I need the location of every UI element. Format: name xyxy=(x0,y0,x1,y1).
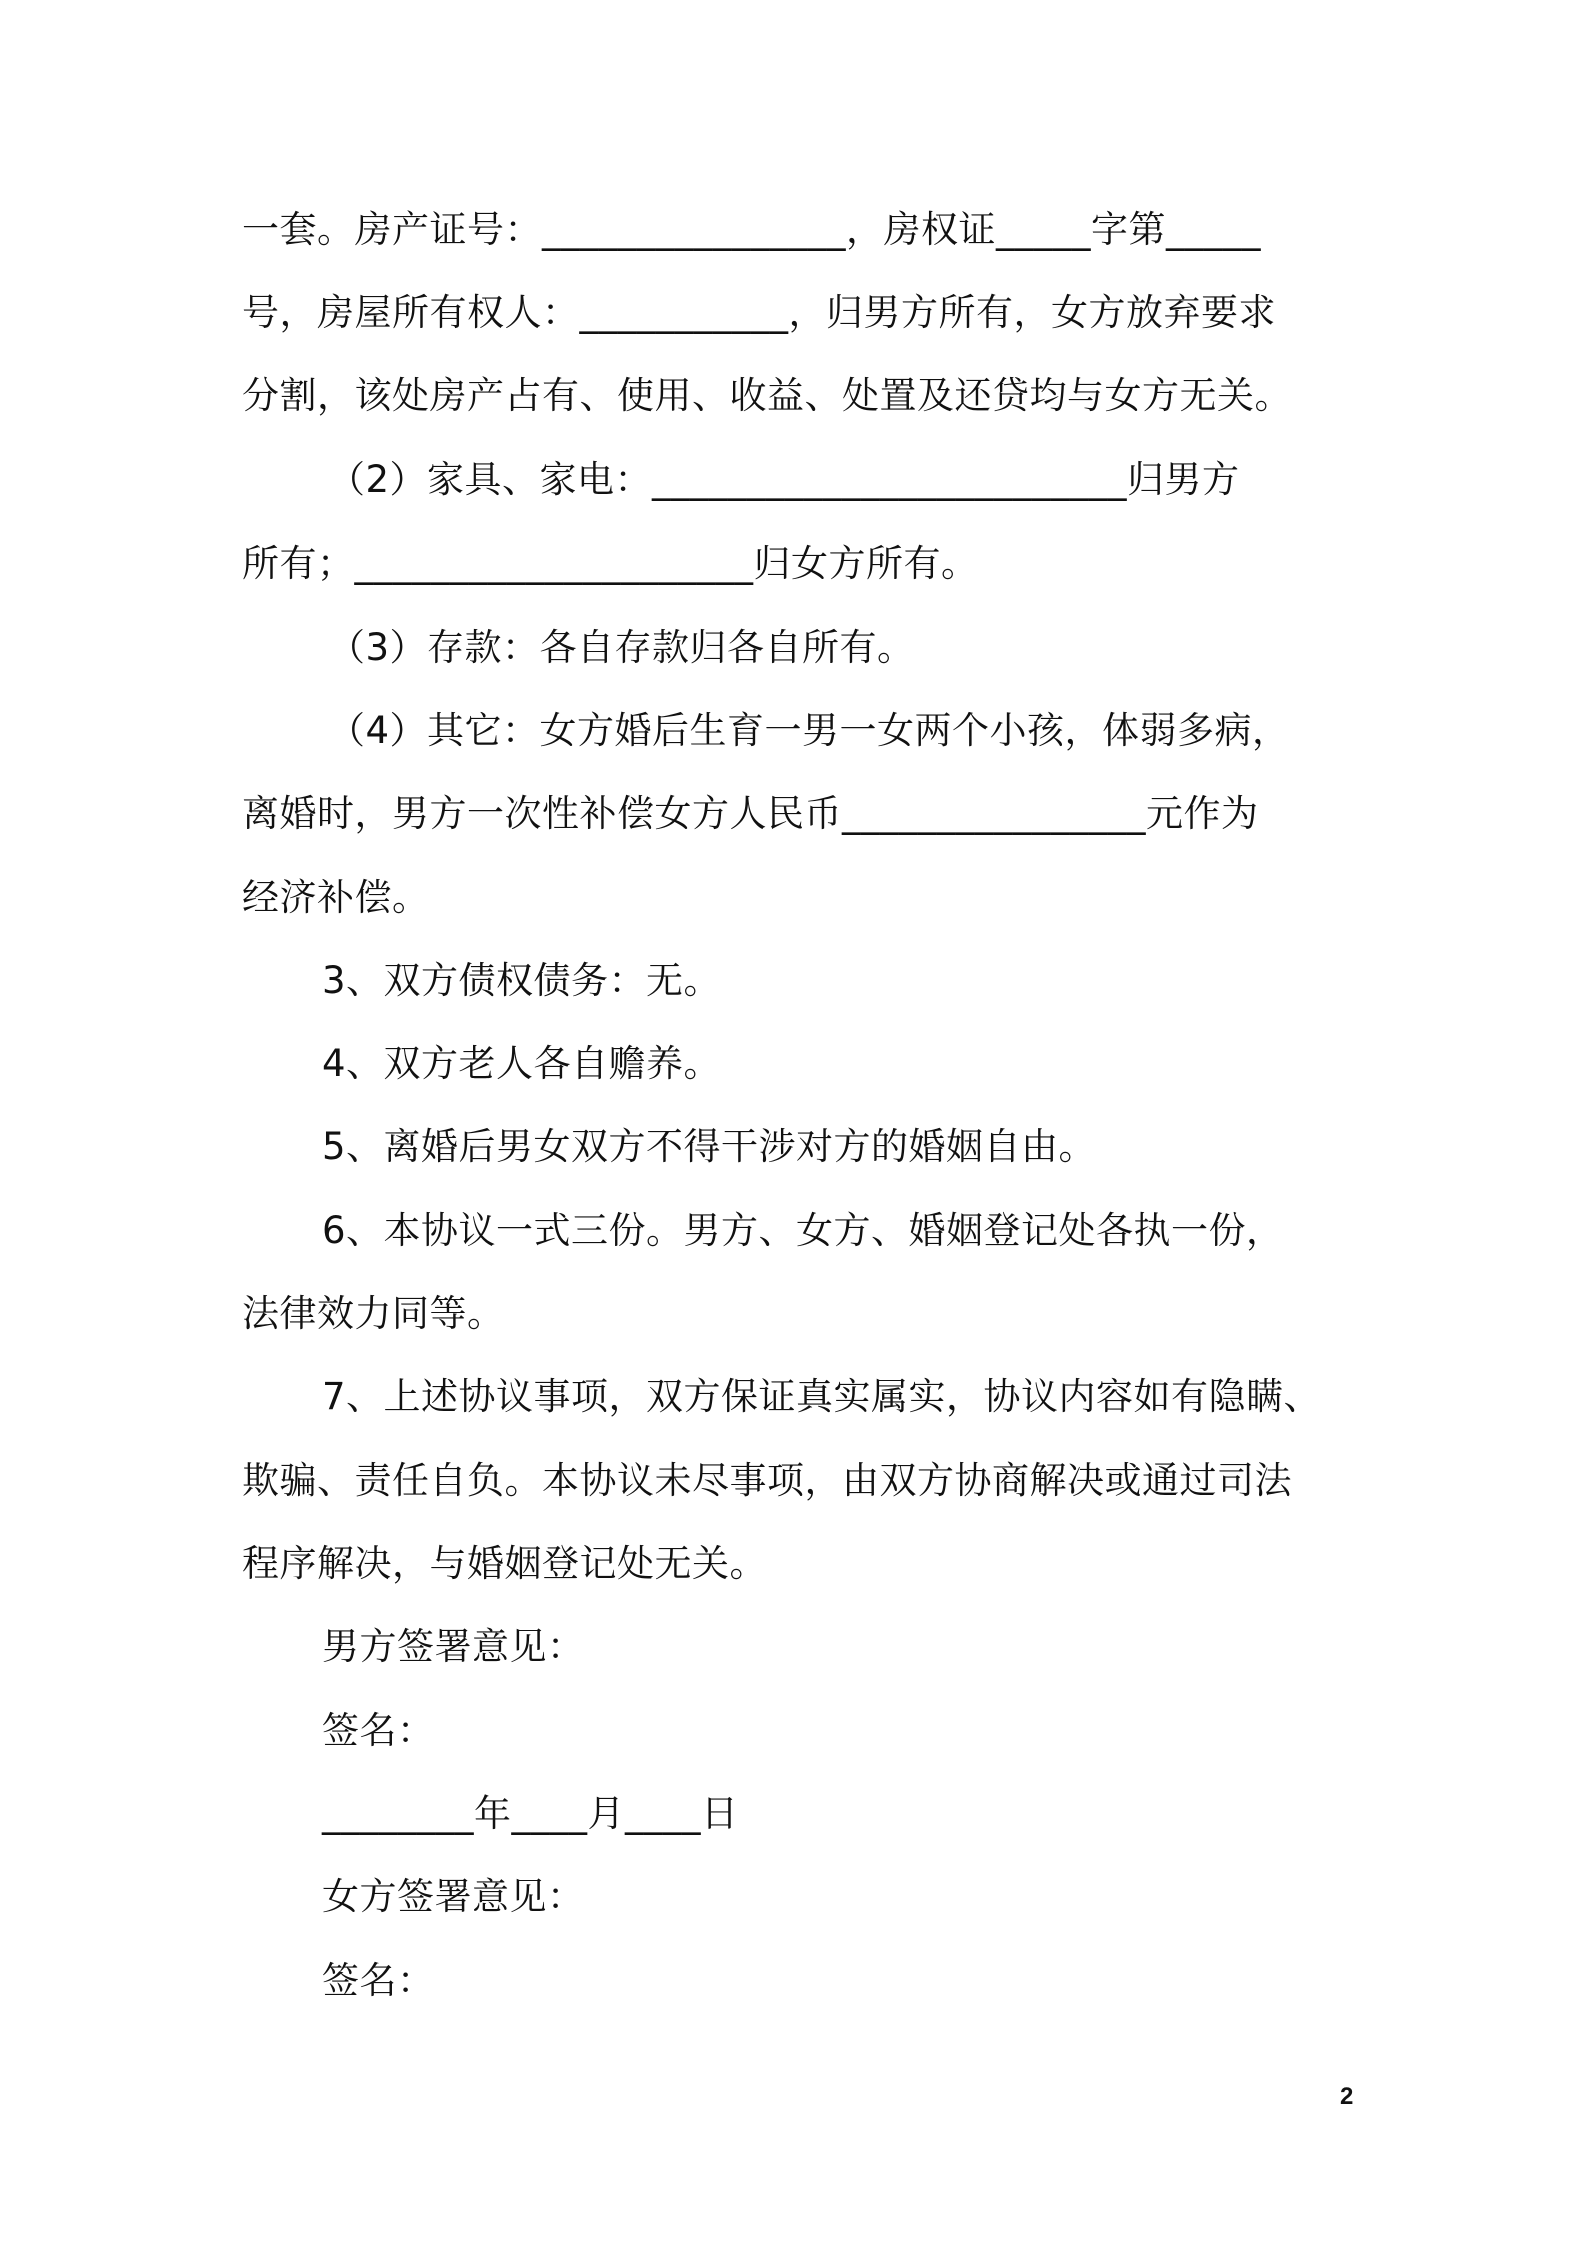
text-line: 程序解决，与婚姻登记处无关。 xyxy=(242,1542,767,1585)
signature-line-male: 签名： xyxy=(322,1709,435,1752)
text-line: 号，房屋所有权人：___________，归男方所有，女方放弃要求 xyxy=(242,291,1276,334)
page-number: 2 xyxy=(1340,2083,1354,2110)
text-line: 4、双方老人各自赡养。 xyxy=(322,1042,722,1085)
text-line: 3、双方债权债务：无。 xyxy=(322,959,722,1002)
signature-heading-female: 女方签署意见： xyxy=(322,1875,585,1918)
text-line: 离婚时，男方一次性补偿女方人民币________________元作为 xyxy=(242,792,1259,835)
date-line: ________年____月____日 xyxy=(322,1792,739,1835)
signature-heading-male: 男方签署意见： xyxy=(322,1625,585,1668)
text-line: 经济补偿。 xyxy=(242,876,430,919)
text-line: 5、离婚后男女双方不得干涉对方的婚姻自由。 xyxy=(322,1125,1097,1168)
text-line: （3）存款：各自存款归各自所有。 xyxy=(328,626,915,669)
text-line: （4）其它：女方婚后生育一男一女两个小孩，体弱多病， xyxy=(328,709,1290,752)
text-line: （2）家具、家电：_________________________归男方 xyxy=(328,458,1240,501)
text-line: 分割，该处房产占有、使用、收益、处置及还贷均与女方无关。 xyxy=(242,374,1292,417)
signature-line-female: 签名： xyxy=(322,1959,435,2002)
text-line: 法律效力同等。 xyxy=(242,1292,505,1335)
text-line: 7、上述协议事项，双方保证真实属实，协议内容如有隐瞒、 xyxy=(322,1375,1322,1418)
text-line: 欺骗、责任自负。本协议未尽事项，由双方协商解决或通过司法 xyxy=(242,1459,1292,1502)
text-line: 一套。房产证号：________________，房权证_____字第_____ xyxy=(242,208,1261,251)
text-line: 所有；_____________________归女方所有。 xyxy=(242,542,979,585)
text-line: 6、本协议一式三份。男方、女方、婚姻登记处各执一份， xyxy=(322,1209,1284,1252)
